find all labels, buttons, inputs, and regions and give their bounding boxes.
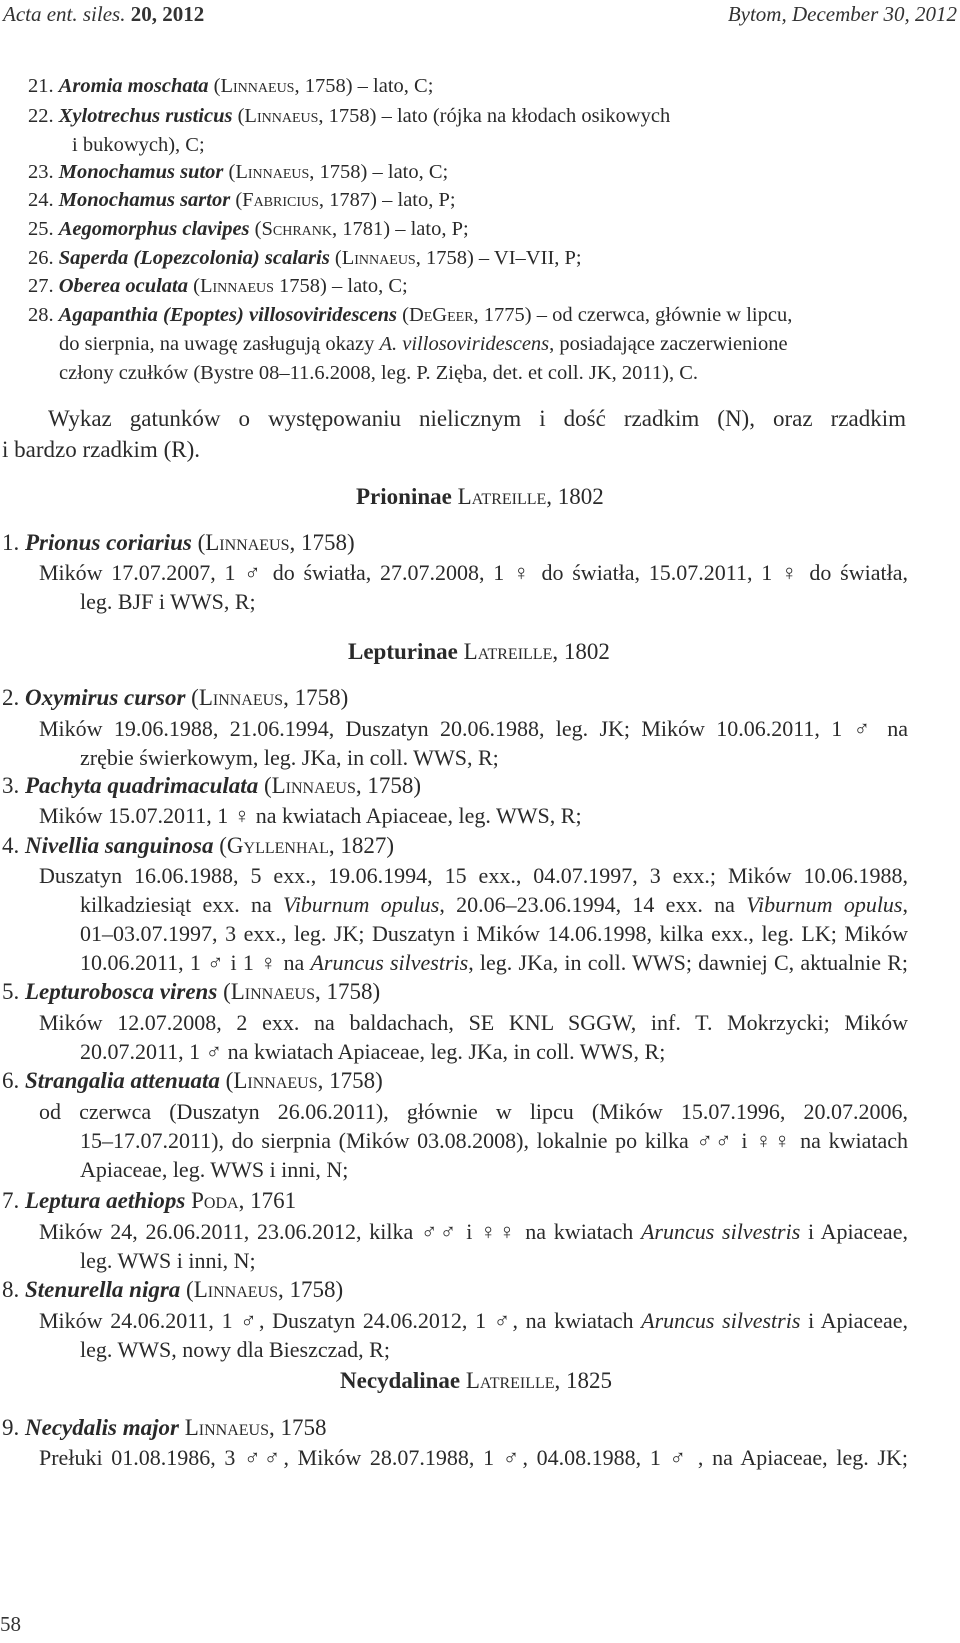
species-heading: 5. Lepturobosca virens (Linnaeus, 1758) [2,979,381,1004]
species-heading: 7. Leptura aethiops Poda, 1761 [2,1188,297,1213]
list-item: 24. Monochamus sartor (Fabricius, 1787) – lato, P; [28,189,456,211]
record-line: Mików 24.06.2011, 1 ♂, Duszatyn 24.06.2012, 1 ♂, na kwiatach Aruncus silvestris i Apiaceae, [39,1308,908,1333]
list-item-continuation: i bukowych), C; [72,134,205,156]
record-line: Duszatyn 16.06.1988, 5 exx., 19.06.1994, 15 exx., 04.07.1997, 3 exx.; Mików 10.06.1988, [39,863,908,888]
list-item: 25. Aegomorphus clavipes (Schrank, 1781) – lato, P; [28,218,469,240]
record-line: 20.07.2011, 1 ♂ na kwiatach Apiaceae, leg. JKa, in coll. WWS, R; [80,1039,666,1064]
section-heading-prioninae: Prioninae Latreille, 1802 [356,484,604,509]
record-line: Mików 19.06.1988, 21.06.1994, Duszatyn 20.06.1988, leg. JK; Mików 10.06.2011, 1 ♂ na [39,716,908,741]
species-heading: 9. Necydalis major Linnaeus, 1758 [2,1415,327,1440]
species-heading: 2. Oxymirus cursor (Linnaeus, 1758) [2,685,349,710]
record-line: Mików 12.07.2008, 2 exx. na baldachach, SE KNL SGGW, inf. T. Mokrzycki; Mików [39,1010,908,1035]
species-heading: 3. Pachyta quadrimaculata (Linnaeus, 1758) [2,773,422,798]
species-heading: 1. Prionus coriarius (Linnaeus, 1758) [2,530,355,555]
list-item: 22. Xylotrechus rusticus (Linnaeus, 1758) – lato (rójka na kłodach osikowych [28,105,671,127]
list-item: 26. Saperda (Lopezcolonia) scalaris (Linnaeus, 1758) – VI–VII, P; [28,247,582,269]
species-heading: 6. Strangalia attenuata (Linnaeus, 1758) [2,1068,383,1093]
record-line: Mików 15.07.2011, 1 ♀ na kwiatach Apiaceae, leg. WWS, R; [39,803,582,828]
record-line: od czerwca (Duszatyn 26.06.2011), głównie w lipcu (Mików 15.07.1996, 20.07.2006, [39,1099,908,1124]
journal-volume: 20, 2012 [130,2,205,26]
page-number: 58 [0,1612,21,1636]
record-line: Prełuki 01.08.1986, 3 ♂♂, Mików 28.07.1988, 1 ♂, 04.08.1988, 1 ♂ , na Apiaceae, leg. JK; [39,1445,908,1470]
section-heading-necydalinae: Necydalinae Latreille, 1825 [340,1368,613,1393]
list-item-continuation: do sierpnia, na uwagę zasługują okazy A. villosoviridescens, posiadające zaczerwienione [59,333,788,355]
record-line: Mików 17.07.2007, 1 ♂ do światła, 27.07.2008, 1 ♀ do światła, 15.07.2011, 1 ♀ do światła, [39,560,908,585]
header-place-date: Bytom, December 30, 2012 [727,2,957,26]
record-line: 01–03.07.1997, 3 exx., leg. JK; Duszatyn i Mików 14.06.1998, kilka exx., leg. LK; Mików [80,921,908,946]
section-heading-lepturinae: Lepturinae Latreille, 1802 [348,639,610,664]
list-item: 21. Aromia moschata (Linnaeus, 1758) – lato, C; [28,75,434,97]
record-line: leg. BJF i WWS, R; [80,589,256,614]
record-line: zrębie świerkowym, leg. JKa, in coll. WWS, R; [80,745,499,770]
record-line: Apiaceae, leg. WWS i inni, N; [80,1157,349,1182]
record-line: 15–17.07.2011), do sierpnia (Mików 03.08.2008), lokalnie po kilka ♂♂ i ♀♀ na kwiatach [80,1128,908,1153]
record-line: kilkadziesiąt exx. na Viburnum opulus, 20.06–23.06.1994, 14 exx. na Viburnum opulus, [80,892,908,917]
journal-header [3,2,204,27]
record-line: leg. WWS, nowy dla Bieszczad, R; [80,1337,390,1362]
list-item-continuation: człony czułków (Bystre 08–11.6.2008, leg. P. Zięba, det. et coll. JK, 2011), C. [59,362,698,384]
intro-line-2: i bardzo rzadkim (R). [2,437,200,462]
record-line: 10.06.2011, 1 ♂ i 1 ♀ na Aruncus silvestris, leg. JKa, in coll. WWS; dawniej C, aktualnie R; [80,950,909,975]
intro-line-1: Wykaz gatunków o występowaniu nielicznym i dość rzadkim (N), oraz rzadkim [48,406,906,431]
species-heading: 8. Stenurella nigra (Linnaeus, 1758) [2,1277,344,1302]
list-item: 28. Agapanthia (Epoptes) villosoviridescens (DeGeer, 1775) – od czerwca, głównie w lipcu, [28,304,793,326]
list-item: 23. Monochamus sutor (Linnaeus, 1758) – lato, C; [28,161,449,183]
species-heading: 4. Nivellia sanguinosa (Gyllenhal, 1827) [2,833,395,858]
record-line: leg. WWS i inni, N; [80,1248,256,1273]
record-line: Mików 24, 26.06.2011, 23.06.2012, kilka ♂♂ i ♀♀ na kwiatach Aruncus silvestris i Apiaceae, [39,1219,908,1244]
list-item: 27. Oberea oculata (Linnaeus 1758) – lato, C; [28,275,408,297]
journal-name: Acta ent. siles. [3,2,126,26]
